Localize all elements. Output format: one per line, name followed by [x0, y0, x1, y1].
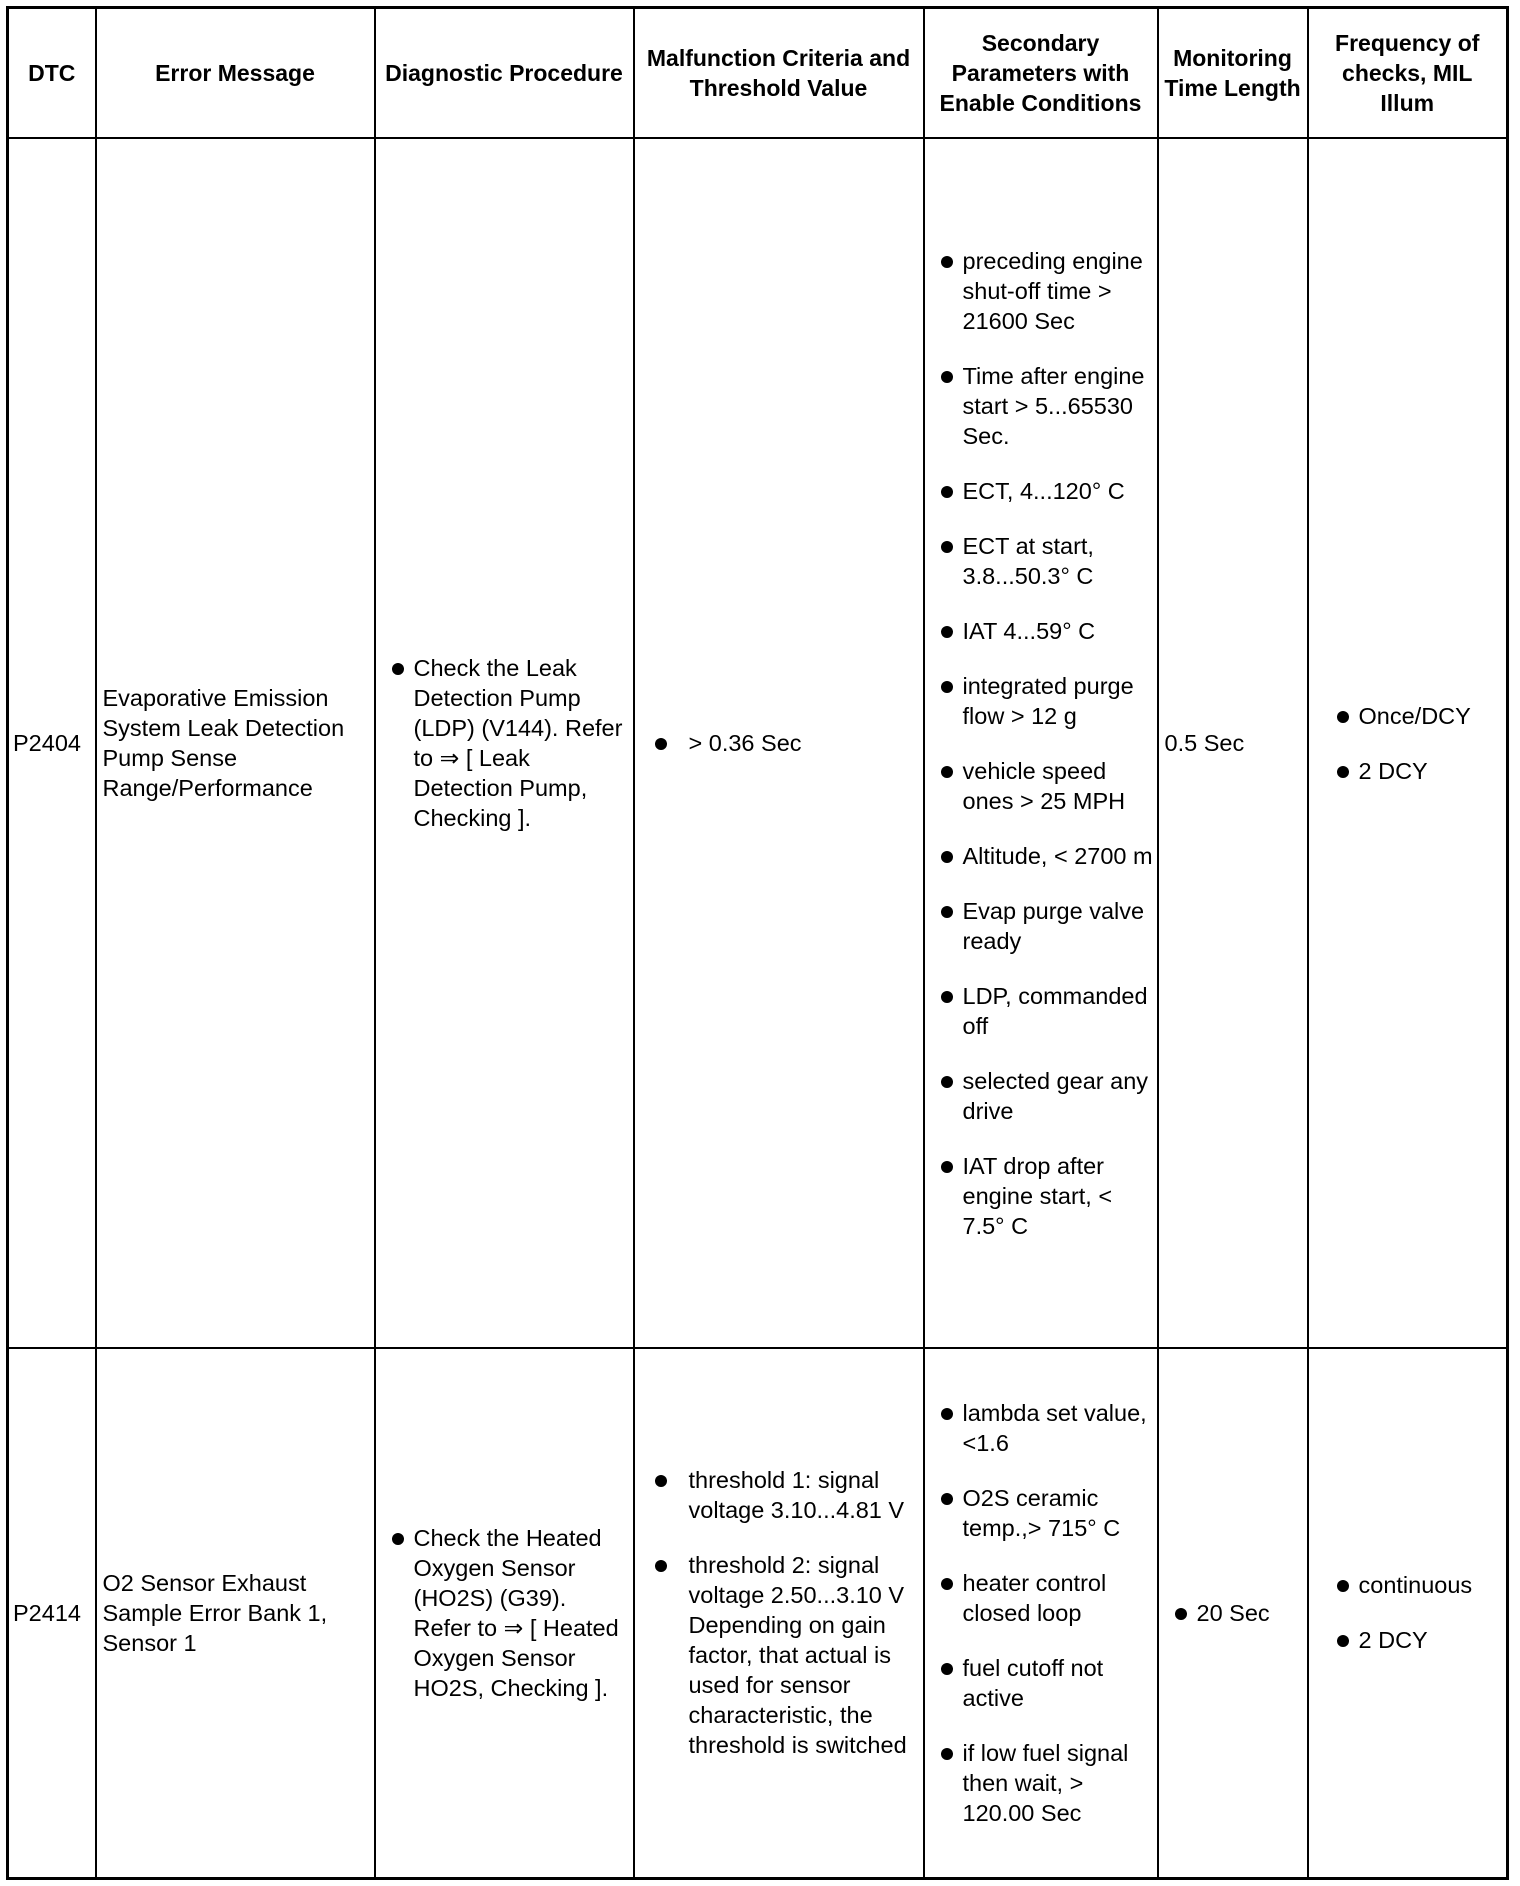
- procedure-list: [376, 653, 627, 833]
- error-message-cell: Evaporative Emission System Leak Detection Pump Sense Range/Performance: [96, 138, 375, 1348]
- secondary-list: [925, 246, 1155, 1241]
- criteria-cell: [634, 1348, 924, 1878]
- monitoring-time-cell: [1158, 1348, 1308, 1878]
- list-item: lambda set value, <1.6: [925, 1398, 1155, 1458]
- error-message-cell: O2 Sensor Exhaust Sample Error Bank 1, Sensor 1: [96, 1348, 375, 1878]
- list-item: Evap purge valve ready: [925, 896, 1155, 956]
- procedure-cell: [375, 138, 634, 1348]
- header-secondary-parameters: Secondary Parameters with Enable Conditions: [924, 8, 1158, 139]
- list-item: ECT at start, 3.8...50.3° C: [925, 531, 1155, 591]
- header-monitoring-time: Monitoring Time Length: [1158, 8, 1308, 139]
- list-item: 2 DCY: [1309, 756, 1501, 786]
- list-item: O2S ceramic temp.,> 715° C: [925, 1483, 1155, 1543]
- dtc-table: [6, 6, 1509, 1880]
- criteria-list: [635, 728, 917, 758]
- list-item: fuel cutoff not active: [925, 1653, 1155, 1713]
- secondary-cell: [924, 1348, 1158, 1878]
- header-error-message: Error Message: [96, 8, 375, 139]
- list-item: threshold 1: signal voltage 3.10...4.81 V: [635, 1465, 917, 1525]
- list-item: Check the Heated Oxygen Sensor (HO2S) (G39). Refer to ⇒ [ Heated Oxygen Sensor HO2S, Checking ].: [376, 1523, 627, 1703]
- dtc-cell: P2404: [8, 138, 96, 1348]
- list-item: preceding engine shut-off time > 21600 Sec: [925, 246, 1155, 336]
- dtc-cell: P2414: [8, 1348, 96, 1878]
- list-item: threshold 2: signal voltage 2.50...3.10 V Depending on gain factor, that actual is used for sensor characteristic, the threshold is switched: [635, 1550, 917, 1760]
- header-diagnostic-procedure: Diagnostic Procedure: [375, 8, 634, 139]
- list-item: 2 DCY: [1309, 1625, 1501, 1655]
- procedure-list: [376, 1523, 627, 1703]
- criteria-cell: [634, 138, 924, 1348]
- criteria-list: [635, 1465, 917, 1760]
- list-item: > 0.36 Sec: [635, 728, 917, 758]
- list-item: LDP, commanded off: [925, 981, 1155, 1041]
- secondary-list: [925, 1398, 1155, 1828]
- table-row-p2404: [8, 138, 1508, 1348]
- list-item: 20 Sec: [1159, 1598, 1301, 1628]
- procedure-cell: [375, 1348, 634, 1878]
- frequency-list: [1309, 1570, 1501, 1655]
- monitoring-time-cell: 0.5 Sec: [1158, 138, 1308, 1348]
- list-item: Once/DCY: [1309, 701, 1501, 731]
- header-frequency: Frequency of checks, MIL Illum: [1308, 8, 1508, 139]
- header-row: [8, 8, 1508, 139]
- monitoring-time-list: [1159, 1598, 1301, 1628]
- frequency-cell: [1308, 138, 1508, 1348]
- list-item: integrated purge flow > 12 g: [925, 671, 1155, 731]
- frequency-list: [1309, 701, 1501, 786]
- list-item: ECT, 4...120° C: [925, 476, 1155, 506]
- list-item: Altitude, < 2700 m: [925, 841, 1155, 871]
- secondary-cell: [924, 138, 1158, 1348]
- list-item: if low fuel signal then wait, > 120.00 Sec: [925, 1738, 1155, 1828]
- list-item: selected gear any drive: [925, 1066, 1155, 1126]
- frequency-cell: [1308, 1348, 1508, 1878]
- list-item: IAT 4...59° C: [925, 616, 1155, 646]
- list-item: continuous: [1309, 1570, 1501, 1600]
- list-item: Check the Leak Detection Pump (LDP) (V144). Refer to ⇒ [ Leak Detection Pump, Checking ].: [376, 653, 627, 833]
- list-item: Time after engine start > 5...65530 Sec.: [925, 361, 1155, 451]
- list-item: heater control closed loop: [925, 1568, 1155, 1628]
- table-row-p2414: [8, 1348, 1508, 1878]
- list-item: IAT drop after engine start, < 7.5° C: [925, 1151, 1155, 1241]
- header-dtc: DTC: [8, 8, 96, 139]
- header-malfunction-criteria: Malfunction Criteria and Threshold Value: [634, 8, 924, 139]
- list-item: vehicle speed ones > 25 MPH: [925, 756, 1155, 816]
